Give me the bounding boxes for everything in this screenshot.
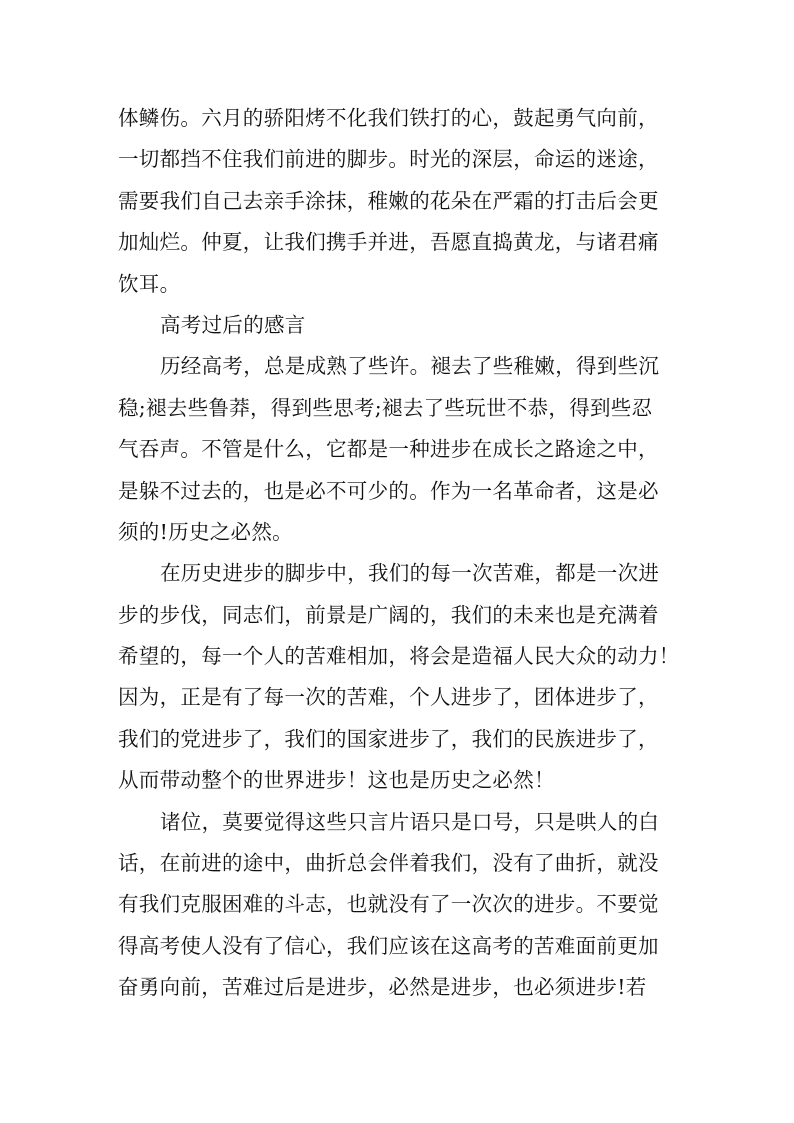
text-line: 从而带动整个的世界进步！这也是历史之必然！ <box>118 768 555 793</box>
text-line: 饮耳。 <box>118 271 181 296</box>
text-line: 稳;褪去些鲁莽，得到些思考;褪去了些玩世不恭，得到些忍 <box>118 395 653 420</box>
paragraph-start: 在历史进步的脚步中，我们的每一次苦难，都是一次进 <box>160 561 660 586</box>
text-line: 加灿烂。仲夏，让我们携手并进，吾愿直捣黄龙，与诸君痛 <box>118 230 659 255</box>
text-line: 我们的党进步了，我们的国家进步了，我们的民族进步了， <box>118 726 659 751</box>
text-line: 体鳞伤。六月的骄阳烤不化我们铁打的心，鼓起勇气向前， <box>118 106 659 130</box>
text-line: 一切都挡不住我们前进的脚步。时光的深层，命运的迷途， <box>118 147 659 172</box>
body-text <box>118 98 684 1009</box>
text-line: 步的步伐，同志们，前景是广阔的，我们的未来也是充满着 <box>118 602 659 627</box>
text-line: 有我们克服困难的斗志，也就没有了一次次的进步。不要觉 <box>118 892 659 917</box>
text-line: 须的!历史之必然。 <box>118 519 293 544</box>
text-line: 是躲不过去的，也是必不可少的。作为一名革命者，这是必 <box>118 478 659 503</box>
section-heading: 高考过后的感言 <box>160 312 306 337</box>
paragraph-start: 诸位，莫要觉得这些只言片语只是口号，只是哄人的白 <box>160 809 660 834</box>
text-line: 因为，正是有了每一次的苦难，个人进步了，团体进步了， <box>118 685 659 710</box>
text-line: 得高考使人没有了信心，我们应该在这高考的苦难面前更加 <box>118 933 659 958</box>
paragraph-start: 历经高考，总是成熟了些许。褪去了些稚嫩，得到些沉 <box>160 354 660 379</box>
text-line: 需要我们自己去亲手涂抹，稚嫩的花朵在严霜的打击后会更 <box>118 188 659 213</box>
text-line: 奋勇向前，苦难过后是进步，必然是进步，也必须进步!若 <box>118 975 647 1000</box>
text-line: 希望的，每一个人的苦难相加，将会是造福人民大众的动力！ <box>118 644 680 669</box>
text-line: 气吞声。不管是什么，它都是一种进步在成长之路途之中， <box>118 437 659 462</box>
text-line: 话，在前进的途中，曲折总会伴着我们，没有了曲折，就没 <box>118 851 659 876</box>
